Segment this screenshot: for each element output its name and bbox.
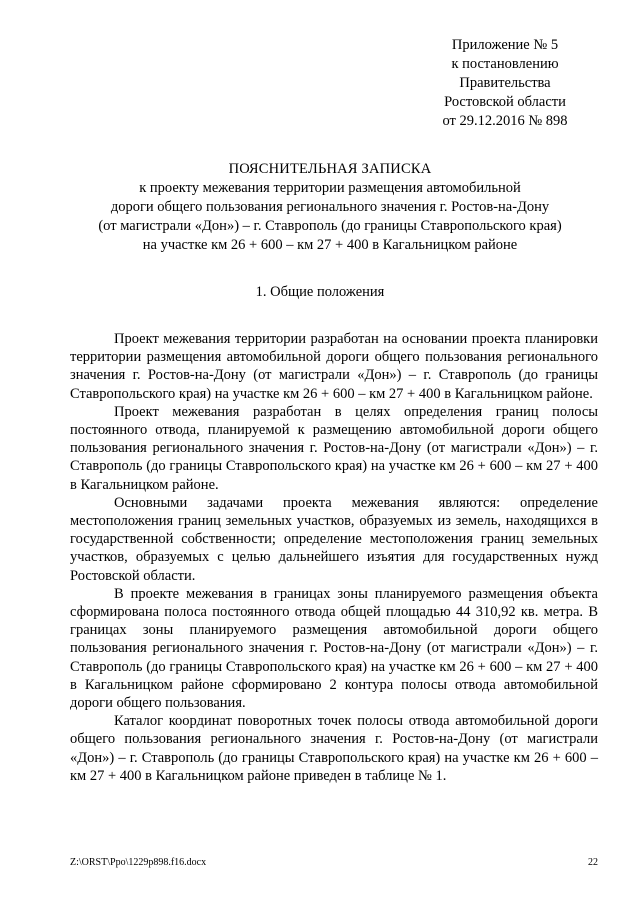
body-paragraph: В проекте межевания в границах зоны планируемого размещения объекта сформирована полоса постоянного отвода общей площадью 44 310,92 кв. метра. В границах зоны планируемого размещения автомобильной дороги общего пользования регионального значения г. Ростов-на-Дону (от магистрали «Дон») – г. Ставрополь (до границы Ставропольского края) на участке км 26 + 600 – км 27 + 400 в Кагальницком районе сформировано 2 контура полосы отвода автомобильной дороги общего пользования.	[70, 585, 598, 712]
body-paragraph: Каталог координат поворотных точек полосы отвода автомобильной дороги общего пользования регионального значения г. Ростов-на-Дону (от магистрали «Дон») – г. Ставрополь (до границы Ставропольского края) на участке км 26 + 600 – км 27 + 400 в Кагальницком районе приведен в таблице № 1.	[70, 713, 598, 784]
footer-file-path: Z:\ORST\Ppo\1229p898.f16.docx	[70, 857, 207, 868]
annex-line: Ростовской области	[444, 94, 566, 110]
document-subtitle-line: (от магистрали «Дон») – г. Ставрополь (до границы Ставропольского края)	[98, 218, 562, 234]
document-subtitle-line: на участке км 26 + 600 – км 27 + 400 в Кагальницком районе	[142, 237, 518, 253]
document-title: ПОЯСНИТЕЛЬНАЯ ЗАПИСКА	[228, 161, 432, 177]
annex-block	[410, 36, 600, 131]
document-subtitle-line: дороги общего пользования регионального значения г. Ростов-на-Дону	[110, 199, 550, 215]
annex-line: Приложение № 5	[451, 37, 559, 53]
body-paragraph: Проект межевания территории разработан на основании проекта планировки территории размещения автомобильной дороги общего пользования регионального значения г. Ростов-на-Дону (от магистрали «Дон») – г. Ставрополь (до границы Ставропольского края) на участке км 26 + 600 – км 27 + 400 в Кагальницком районе.	[70, 331, 598, 402]
footer-page-number: 22	[588, 857, 598, 868]
document-subtitle-line: к проекту межевания территории размещения автомобильной	[139, 180, 521, 196]
document-body	[70, 330, 598, 785]
annex-line: от 29.12.2016 № 898	[442, 113, 568, 129]
body-paragraph: Проект межевания разработан в целях определения границ полосы постоянного отвода, планируемой к размещению автомобильной дороги общего пользования регионального значения г. Ростов-на-Дону (от магистрали «Дон») – г. Ставрополь (до границы Ставропольского края) на участке км 26 + 600 – км 27 + 400 в Кагальницком районе.	[70, 403, 598, 493]
section-heading: 1. Общие положения	[255, 284, 385, 300]
document-title-block	[60, 160, 600, 255]
body-paragraph: Основными задачами проекта межевания являются: определение местоположения границ земельных участков, образуемых из земель, находящихся в государственной собственности; определение местоположения границ земельных участков, образуемых с целью дальнейшего изъятия для государственных нужд Ростовской области.	[70, 494, 598, 584]
annex-line: к постановлению	[451, 56, 559, 72]
annex-line: Правительства	[459, 75, 551, 91]
